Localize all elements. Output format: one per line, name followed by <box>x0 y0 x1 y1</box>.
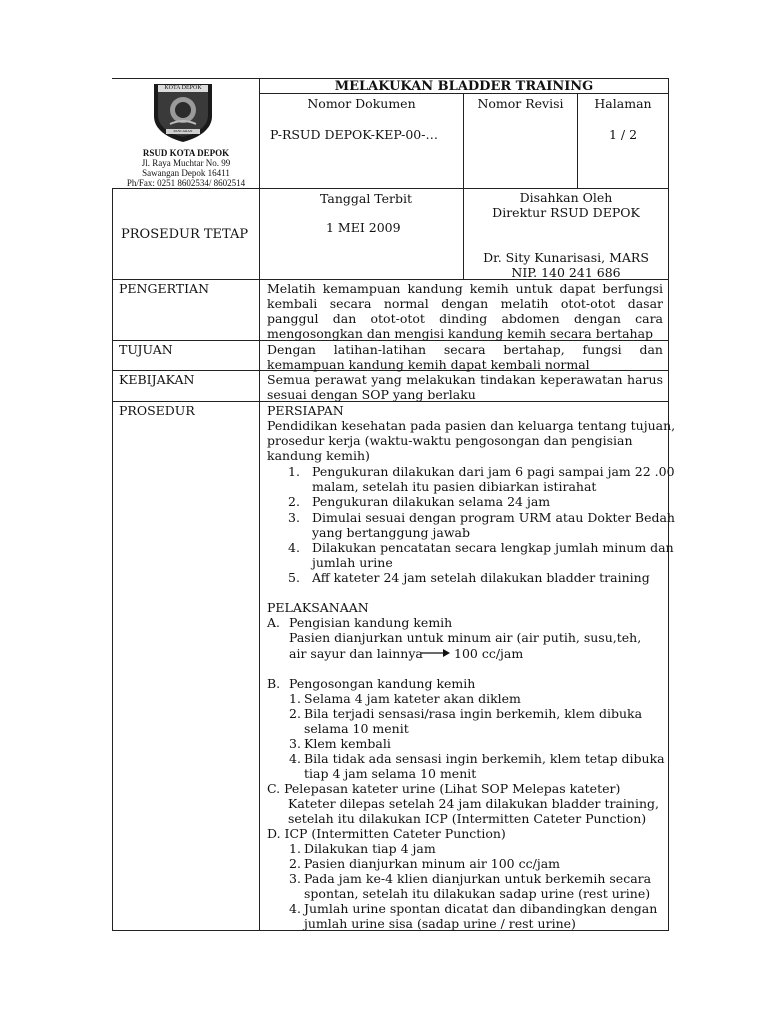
persiapan-item-3-line1: Dimulai sesuai dengan program URM atau Dokter Bedah <box>312 510 675 525</box>
org-address-line2: Sawangan Depok 16411 <box>142 168 230 178</box>
doc-number-value: P-RSUD DEPOK-KEP-00-… <box>270 127 438 142</box>
section-a-letter: A. <box>267 615 281 630</box>
doc-number-label: Nomor Dokumen <box>307 96 416 111</box>
section-a-amount: 100 cc/jam <box>454 646 524 661</box>
section-c-line1: Kateter dilepas setelah 24 jam dilakukan bladder training, <box>288 796 660 811</box>
org-phone: Ph/Fax: 0251 8602534/ 8602514 <box>126 178 246 188</box>
section-c-line2: setelah itu dilakukan ICP (Intermitten Cateter Punction) <box>288 811 647 826</box>
persiapan-item-3-line2: yang bertanggung jawab <box>312 525 471 540</box>
persiapan-intro-line2: prosedur kerja (waktu-waktu pengosongan dan pengisian <box>267 433 633 448</box>
persiapan-item-2-num: 2. <box>288 494 300 509</box>
pengertian-text: Melatih kemampuan kandung kemih untuk dapat berfungsi kembali secara normal dengan melatih otot-otot dasar panggul dan otot-otot dinding abdomen dengan cara mengosongkan dan mengisi kandung kemih secara bertahap <box>267 281 663 341</box>
logo-motto: PANCARAN MANDIRI <box>173 129 193 138</box>
d-item-4-line1: Jumlah urine spontan dicatat dan dibandingkan dengan <box>304 901 658 916</box>
d-item-3-num: 3. <box>289 871 301 886</box>
d-item-2-line1: Pasien dianjurkan minum air 100 cc/jam <box>304 856 560 871</box>
persiapan-title: PERSIAPAN <box>267 403 344 418</box>
signer-name: Dr. Sity Kunarisasi, MARS <box>483 250 649 265</box>
rule-header-bottom <box>112 188 669 189</box>
b-item-3-line1: Klem kembali <box>304 736 391 751</box>
persiapan-item-1-line2: malam, setelah itu pasien dibiarkan istirahat <box>312 479 597 494</box>
procedure-type-label: PROSEDUR TETAP <box>121 227 249 242</box>
prosedur-label: PROSEDUR <box>119 403 195 418</box>
signer-nip: NIP. 140 241 686 <box>511 265 621 280</box>
section-a-title: Pengisian kandung kemih <box>289 615 453 630</box>
d-item-3-line2: spontan, setelah itu dilakukan sadap urine (rest urine) <box>304 886 651 901</box>
approved-by: Direktur RSUD DEPOK <box>492 205 640 220</box>
section-b-title: Pengosongan kandung kemih <box>289 676 476 691</box>
b-item-1-line1: Selama 4 jam kateter akan diklem <box>304 691 521 706</box>
d-item-3-line1: Pada jam ke-4 klien dianjurkan untuk berkemih secara <box>304 871 652 886</box>
issue-date-label: Tanggal Terbit <box>320 191 413 206</box>
d-item-2-num: 2. <box>289 856 301 871</box>
persiapan-item-3-num: 3. <box>288 510 300 525</box>
arrow-right-icon <box>421 648 451 658</box>
b-item-2-line1: Bila terjadi sensasi/rasa ingin berkemih, klem dibuka <box>304 706 643 721</box>
section-c-title: C. Pelepasan kateter urine (Lihat SOP Melepas kateter) <box>267 781 621 796</box>
revision-label: Nomor Revisi <box>477 96 564 111</box>
section-b-letter: B. <box>267 676 281 691</box>
persiapan-item-1-num: 1. <box>288 464 300 479</box>
org-address-line1: Jl. Raya Muchtar No. 99 <box>141 158 231 168</box>
b-item-2-num: 2. <box>289 706 301 721</box>
pengertian-label: PENGERTIAN <box>119 281 210 296</box>
d-item-1-line1: Dilakukan tiap 4 jam <box>304 841 436 856</box>
d-item-4-num: 4. <box>289 901 301 916</box>
org-name: RSUD KOTA DEPOK <box>142 148 230 158</box>
rule-col-divider <box>259 78 260 931</box>
kebijakan-label: KEBIJAKAN <box>119 372 195 387</box>
section-d-title: D. ICP (Intermitten Cateter Punction) <box>267 826 506 841</box>
document-title: MELAKUKAN BLADDER TRAINING <box>334 79 594 94</box>
city-logo <box>150 80 216 144</box>
tujuan-label: TUJUAN <box>119 342 173 357</box>
persiapan-item-5-line1: Aff kateter 24 jam setelah dilakukan bladder training <box>312 570 650 585</box>
b-item-1-num: 1. <box>289 691 301 706</box>
logo-text: KOTA DEPOK <box>164 85 202 91</box>
tujuan-text: Dengan latihan-latihan secara bertahap, fungsi dan kemampuan kandung kemih dapat kembali normal <box>267 342 663 372</box>
persiapan-item-4-line1: Dilakukan pencatatan secara lengkap jumlah minum dan <box>312 540 674 555</box>
persiapan-item-4-line2: jumlah urine <box>312 555 393 570</box>
persiapan-item-2-line1: Pengukuran dilakukan selama 24 jam <box>312 494 551 509</box>
b-item-4-line1: Bila tidak ada sensasi ingin berkemih, klem tetap dibuka <box>304 751 665 766</box>
approved-label: Disahkan Oleh <box>519 190 613 205</box>
rule-right <box>668 78 669 931</box>
persiapan-item-1-line1: Pengukuran dilakukan dari jam 6 pagi sampai jam 22 .00 <box>312 464 675 479</box>
page-label: Halaman <box>594 96 652 111</box>
persiapan-item-5-num: 5. <box>288 570 300 585</box>
persiapan-intro-line1: Pendidikan kesehatan pada pasien dan keluarga tentang tujuan, <box>267 418 676 433</box>
b-item-2-line2: selama 10 menit <box>304 721 409 736</box>
d-item-1-num: 1. <box>289 841 301 856</box>
persiapan-intro-line3: kandung kemih) <box>267 448 370 463</box>
d-item-4-line2: jumlah urine sisa (sadap urine / rest urine) <box>304 916 576 931</box>
section-a-line2: air sayur dan lainnya <box>289 646 423 661</box>
persiapan-item-4-num: 4. <box>288 540 300 555</box>
b-item-3-num: 3. <box>289 736 301 751</box>
issue-date-value: 1 MEI 2009 <box>326 220 401 235</box>
pelaksanaan-title: PELAKSANAAN <box>267 600 369 615</box>
section-a-line1: Pasien dianjurkan untuk minum air (air putih, susu,teh, <box>289 630 642 645</box>
kebijakan-text: Semua perawat yang melakukan tindakan keperawatan harus sesuai dengan SOP yang berlaku <box>267 372 663 402</box>
page-value: 1 / 2 <box>608 127 638 142</box>
b-item-4-line2: tiap 4 jam selama 10 menit <box>304 766 477 781</box>
rule-left <box>112 188 113 931</box>
b-item-4-num: 4. <box>289 751 301 766</box>
